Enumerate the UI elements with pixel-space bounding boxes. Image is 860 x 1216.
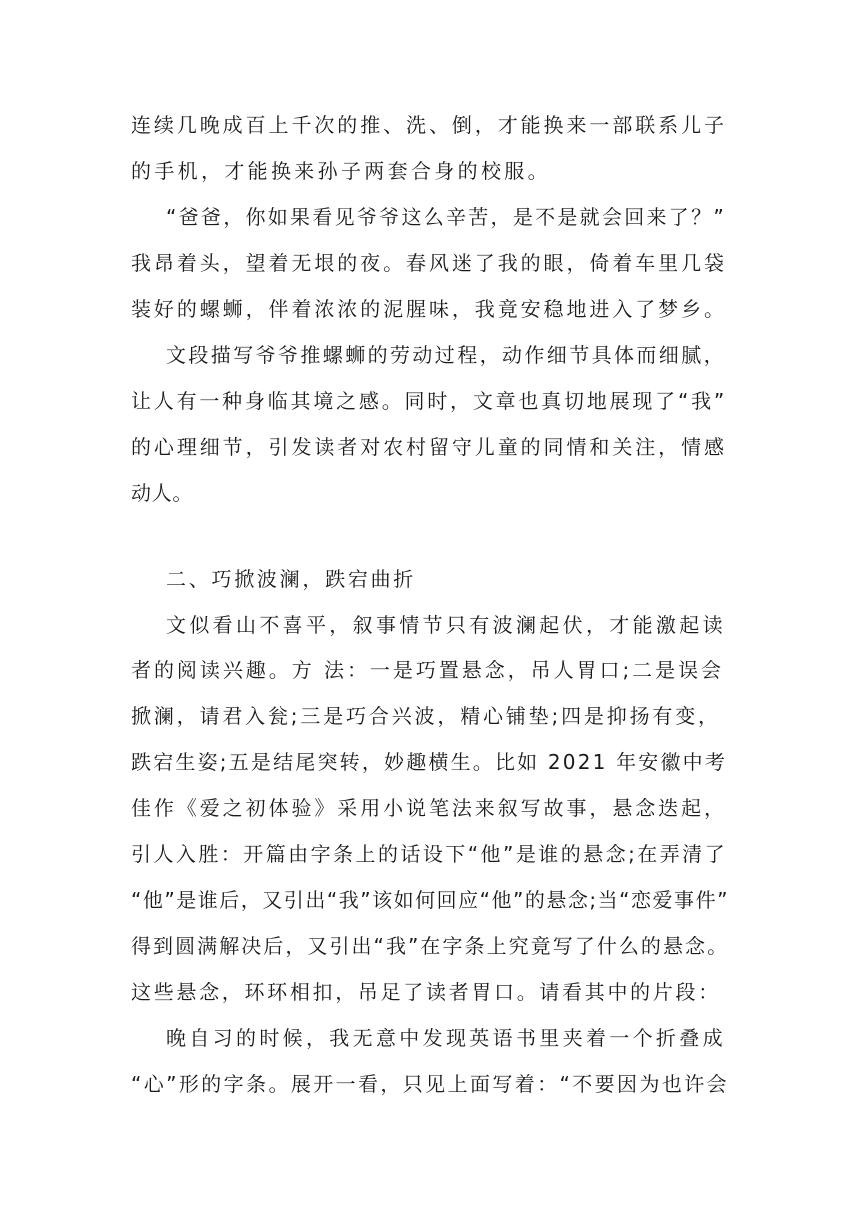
- text-line: [0, 926, 860, 966]
- line-text: “他”是谁后，又引出“我”该如何回应“他”的悬念;当“恋爱事件”: [131, 888, 729, 912]
- line-text: 得到圆满解决后，又引出“我”在字条上究竟写了什么的悬念。: [131, 934, 730, 958]
- line-text: 文段描写爷爷推螺蛳的劳动过程，动作细节具体而细腻，: [166, 343, 726, 367]
- line-text: 动人。: [131, 481, 194, 505]
- text-line: [0, 381, 860, 421]
- line-text: 跌宕生姿;五是结尾突转，妙趣横生。比如 2021 年安徽中考: [131, 750, 728, 774]
- text-line: [0, 151, 860, 191]
- line-text: 掀澜，请君入瓮;三是巧合兴波，精心铺垫;四是抑扬有变，: [131, 704, 721, 728]
- text-line: [0, 1018, 860, 1058]
- line-text: 的手机，才能换来孙子两套合身的校服。: [131, 159, 551, 183]
- line-text: 我昂着头，望着无垠的夜。春风迷了我的眼，倚着车里几袋: [131, 251, 727, 275]
- text-line: [0, 650, 860, 690]
- text-line: [0, 243, 860, 283]
- section-heading: [0, 559, 860, 599]
- text-line: [0, 1064, 860, 1104]
- text-line: [0, 427, 860, 467]
- line-text: 佳作《爱之初体验》采用小说笔法来叙写故事，悬念迭起，: [131, 796, 727, 820]
- section-heading-text: 二、巧掀波澜，跌宕曲折: [166, 567, 417, 591]
- line-text: 晚自习的时候，我无意中发现英语书里夹着一个折叠成: [166, 1026, 726, 1050]
- text-line: [0, 605, 860, 645]
- line-text: “爸爸，你如果看见爷爷这么辛苦，是不是就会回来了？”: [166, 205, 727, 229]
- line-text: 者的阅读兴趣。方 法：一是巧置悬念，吊人胃口;二是误会: [131, 658, 725, 682]
- line-text: 的心理细节，引发读者对农村留守儿童的同情和关注，情感: [131, 435, 727, 459]
- line-text: 这些悬念，环环相扣，吊足了读者胃口。请看其中的片段：: [131, 980, 721, 1004]
- text-line: [0, 742, 860, 782]
- line-text: 连续几晚成百上千次的推、洗、倒，才能换来一部联系儿子: [131, 113, 727, 137]
- text-line: [0, 696, 860, 736]
- line-text: 装好的螺蛳，伴着浓浓的泥腥味，我竟安稳地进入了梦乡。: [131, 297, 727, 321]
- text-line: [0, 197, 860, 237]
- text-line: [0, 335, 860, 375]
- text-line: [0, 880, 860, 920]
- line-text: “心”形的字条。展开一看，只见上面写着：“不要因为也许会: [131, 1072, 730, 1096]
- line-text: 文似看山不喜平，叙事情节只有波澜起伏，才能激起读: [166, 613, 726, 637]
- text-line: [0, 289, 860, 329]
- text-line: [0, 834, 860, 874]
- text-line: [0, 473, 860, 513]
- text-line: [0, 788, 860, 828]
- line-text: 引人入胜：开篇由字条上的话设下“他”是谁的悬念;在弄清了: [131, 842, 728, 866]
- line-text: 让人有一种身临其境之感。同时，文章也真切地展现了“我”: [131, 389, 728, 413]
- text-line: [0, 105, 860, 145]
- text-line: [0, 972, 860, 1012]
